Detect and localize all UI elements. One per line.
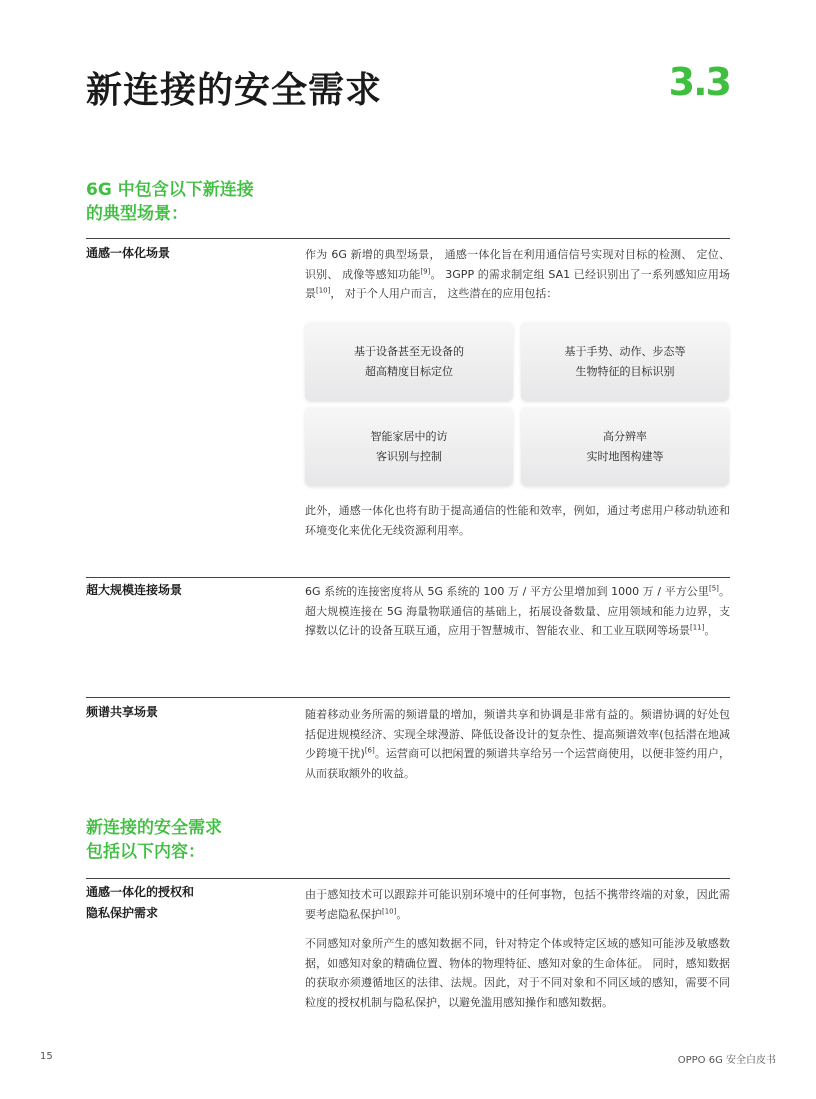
citation: [5] [708,584,719,593]
row-text-security-1: 由于感知技术可以跟踪并可能识别环境中的任何事物，包括不携带终端的对象，因此需要考虑隐私保护[10]。 [305,888,730,921]
divider [86,878,730,879]
row-text-spectrum: 随着移动业务所需的频谱量的增加，频谱共享和协调是非常有益的。频谱协调的好处包括促进规模经济、实现全球漫游、降低设备设计的复杂性、提高频谱效率(包括潜在地减少跨境干扰)[6]。运营商可以把闲置的频谱共享给另一个运营商使用，以便非签约用户，从而获取额外的收益。 [305,708,731,780]
section-heading-requirements: 新连接的安全需求 包括以下内容： [86,818,222,862]
citation: [10] [382,906,397,915]
page-title: 新连接的安全需求 [86,70,383,111]
row-text-sensing: 作为 6G 新增的典型场景， 通感一体化旨在利用通信信号实现对目标的检测、 定位、识别、 成像等感知功能[9]。 3GPP 的需求制定组 SA1 已经识别出了一系列感知应用场景[10]， 对于个人用户而言， 这些潜在的应用包括： [305,248,730,300]
row-label-sensing: 通感一体化场景 [86,246,171,260]
row-text-massive: 6G 系统的连接密度将从 5G 系统的 100 万 / 平方公里增加到 1000 万 / 平方公里[5]。超大规模连接在 5G 海量物联通信的基础上，拓展设备数量、应用领域和能力边界，支撑数以亿计的设备互联互通，应用于智慧城市、智能农业、和工业互联网等场景[11]。 [305,584,730,637]
scenario-card: 基于手势、动作、步态等 生物特征的目标识别 [521,322,729,401]
document-title: OPPO 6G 安全白皮书 [677,1055,776,1066]
scenario-card: 基于设备甚至无设备的 超高精度目标定位 [305,322,513,401]
divider [86,238,730,239]
chapter-number: 3.3 [668,60,730,104]
row-text-security-2: 不同感知对象所产生的感知数据不同，针对特定个体或特定区域的感知可能涉及敏感数据，如感知对象的精确位置、物体的物理特征、感知对象的生命体征。 同时，感知数据的获取亦须遵循地区的法律、法规。因此，对于不同对象和不同区域的感知，需要不同粒度的授权机制与隐私保护，以避免滥用感知操作和感知数据。 [305,937,730,1009]
divider [86,697,730,698]
row-label-spectrum: 频谱共享场景 [86,705,159,719]
citation: [10] [316,286,331,295]
scenario-card: 智能家居中的访 客识别与控制 [305,407,513,486]
citation: [6] [364,746,375,755]
page-number: 15 [40,1051,53,1062]
row-label-massive: 超大规模连接场景 [86,583,183,597]
divider [86,577,730,578]
row-text-sensing-after: 此外，通感一体化也将有助于提高通信的性能和效率，例如，通过考虑用户移动轨迹和环境变化来优化无线资源利用率。 [305,504,730,537]
row-label-security: 通感一体化的授权和 隐私保护需求 [86,885,195,920]
scenario-card: 高分辨率 实时地图构建等 [521,407,729,486]
citation: [11] [690,623,705,632]
citation: [9] [420,266,431,275]
section-heading-scenarios: 6G 中包含以下新连接 的典型场景： [86,180,254,224]
